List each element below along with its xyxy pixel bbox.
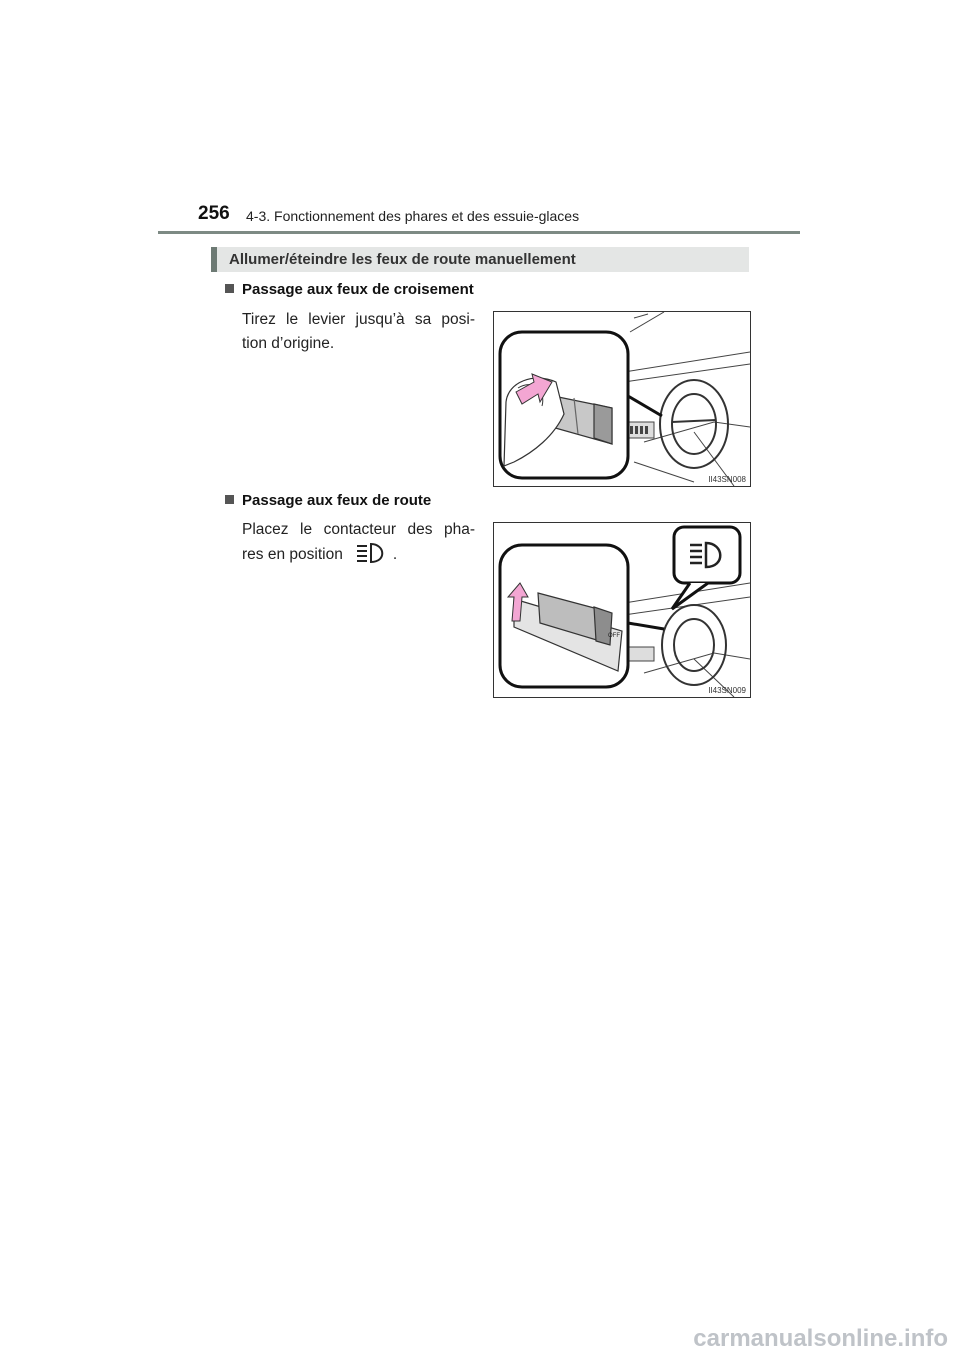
figure-low-beam (493, 311, 751, 487)
sub-heading-low-beam (225, 281, 474, 298)
section-title-bar (211, 247, 749, 272)
text-line: tion d’origine. (242, 335, 335, 352)
running-head: 4-3. Fonctionnement des phares et des essuie-glaces (246, 208, 580, 224)
sub-heading-high-beam (225, 492, 431, 509)
text-line: Tirez le levier jusqu’à sa posi- (242, 311, 475, 328)
square-bullet-icon (225, 495, 234, 504)
lever-push-illustration (494, 523, 750, 697)
figure-code: II43SN009 (708, 686, 746, 695)
figure-code: II43SN008 (708, 475, 746, 484)
sub-heading-text: Passage aux feux de croisement (242, 281, 474, 298)
sub-heading-text: Passage aux feux de route (242, 492, 432, 509)
section-title: Allumer/éteindre les feux de route manuellement (229, 251, 576, 268)
square-bullet-icon (225, 284, 234, 293)
text-segment: . (392, 546, 398, 563)
high-beam-headlight-icon (355, 542, 389, 564)
page-number: 256 (198, 203, 230, 224)
svg-text:OFF: OFF (608, 633, 620, 639)
text-line (242, 542, 475, 567)
instruction-high-beam (242, 518, 475, 567)
text-line: Placez le contacteur des pha- (242, 521, 475, 538)
text-segment: res en position (242, 546, 343, 563)
lever-pull-illustration (494, 312, 750, 486)
watermark: carmanualsonline.info (693, 1325, 948, 1352)
figure-high-beam (493, 522, 751, 698)
instruction-low-beam (242, 308, 475, 356)
header-rule (158, 231, 800, 234)
